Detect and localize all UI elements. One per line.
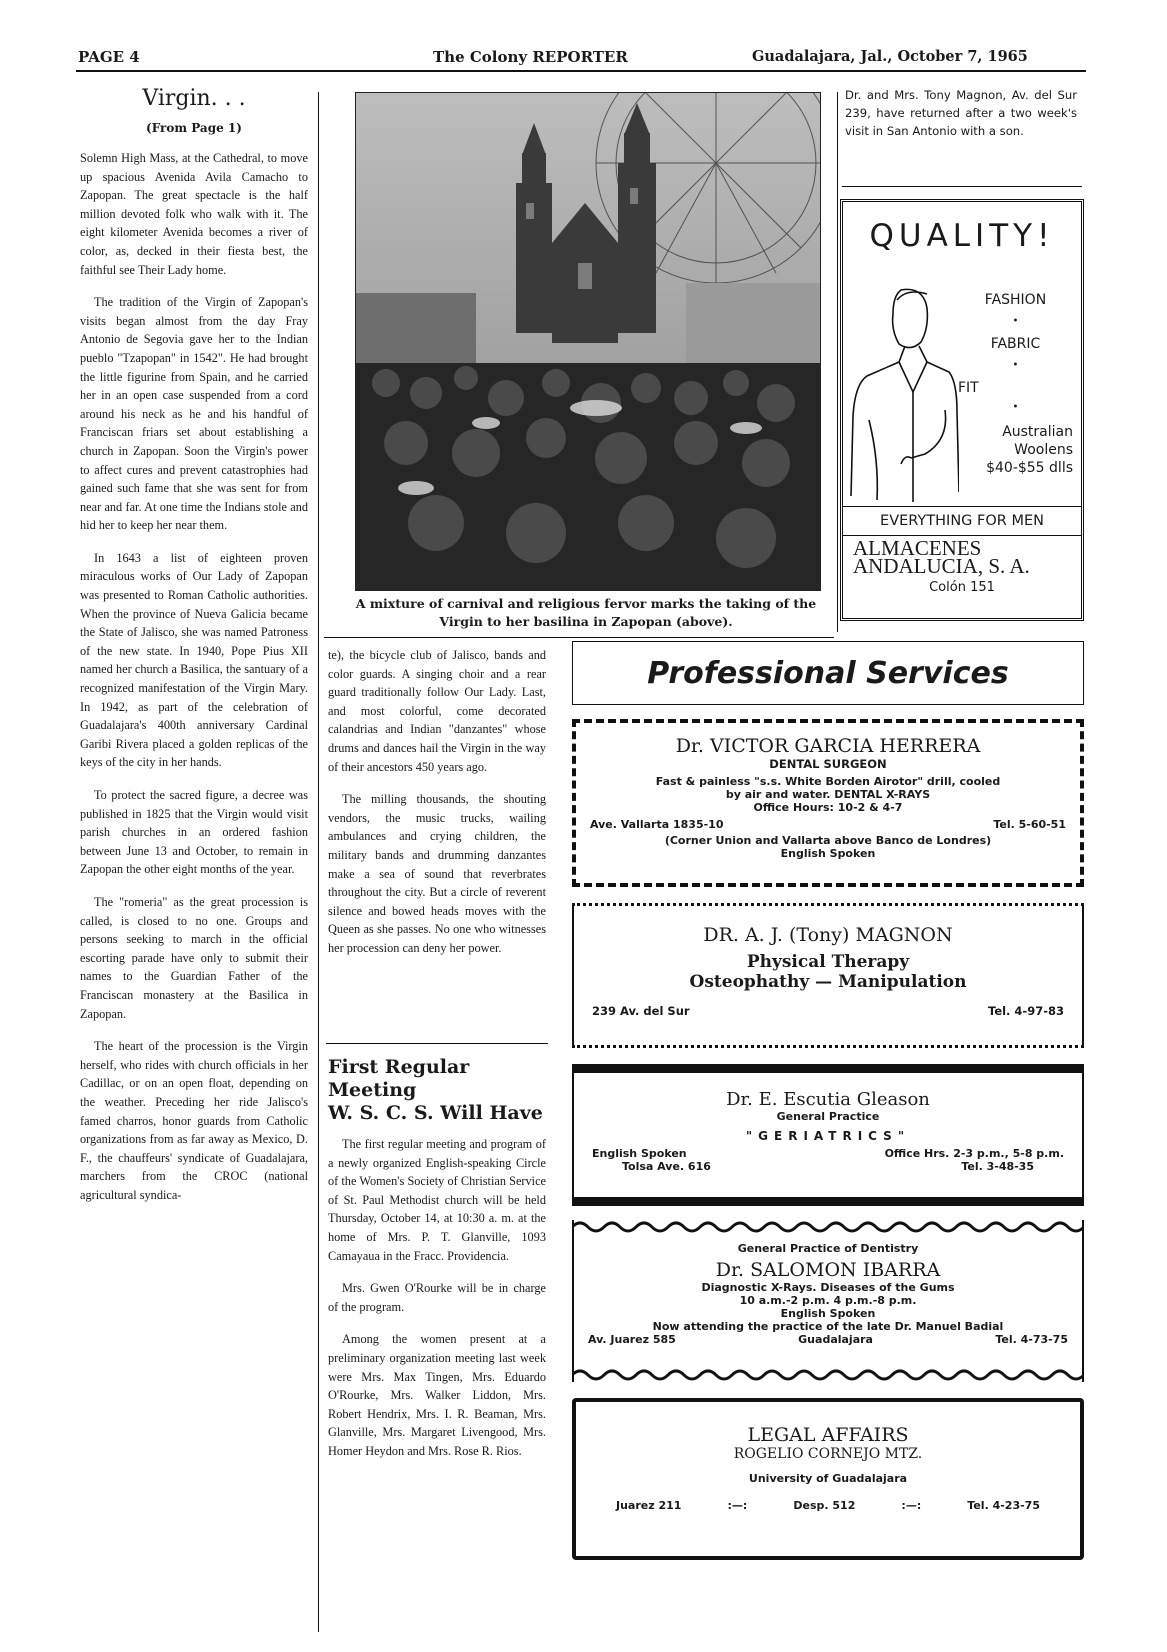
basilica-crowd-image bbox=[356, 93, 820, 590]
garcia-corner: (Corner Union and Vallarta above Banco de Londres) bbox=[664, 834, 992, 847]
legal-office: Desp. 512 bbox=[793, 1499, 856, 1512]
ibarra-address: Av. Juarez 585 bbox=[588, 1333, 676, 1346]
wscs-headline-line1: First Regular Meeting bbox=[328, 1056, 470, 1101]
page-number: PAGE 4 bbox=[78, 48, 140, 66]
garcia-name: Dr. VICTOR GARCIA HERRERA bbox=[675, 735, 981, 757]
magnon-address: 239 Av. del Sur bbox=[592, 1004, 690, 1018]
legal-separator: :—: bbox=[727, 1499, 748, 1512]
magnon-line1: Physical Therapy bbox=[746, 952, 910, 972]
legal-address: Juarez 211 bbox=[616, 1499, 682, 1512]
escutia-specialty: "GERIATRICS" bbox=[745, 1129, 911, 1143]
legal-tel: Tel. 4-23-75 bbox=[967, 1499, 1040, 1512]
article-from-page: (From Page 1) bbox=[146, 121, 242, 135]
professional-services-title: Professional Services bbox=[647, 655, 1009, 691]
escutia-row2 bbox=[592, 1160, 1064, 1173]
escutia-row1 bbox=[592, 1147, 1064, 1160]
social-note-text: Dr. and Mrs. Tony Magnon, Av. del Sur 239, have returned after a two week's visit in San Antonio with a son. bbox=[845, 88, 1077, 138]
virgin-article bbox=[80, 86, 308, 1218]
woolens-line2: Woolens bbox=[1014, 442, 1073, 458]
escutia-hours: Office Hrs. 2-3 p.m., 5-8 p.m. bbox=[884, 1147, 1064, 1160]
escutia-tel: Tel. 3-48-35 bbox=[961, 1160, 1034, 1173]
wscs-article bbox=[328, 1056, 546, 1475]
social-note bbox=[845, 86, 1077, 140]
garcia-line1: Fast & painless "s.s. White Borden Airotor" drill, cooled bbox=[655, 775, 1001, 788]
escutia-address: Tolsa Ave. 616 bbox=[622, 1160, 711, 1173]
article-paragraph: The tradition of the Virgin of Zapopan's visits began almost from the day Fray Antonio de Segovia gave her to the Indian pueblo "Tzapopan" in 1542". He had brought the little figurine from Spain, and he carried her in an open case suspended from a cord around his neck as he and his handful of Franciscan friars set about establishing a church in Zapopan. Soon the Virgin's power to affect cures and prevent catastrophies had gained such fame that she was sent for from near and far. At one time the Indians stole and hid her to keep her near them. bbox=[80, 295, 308, 533]
wscs-headline bbox=[328, 1056, 546, 1125]
article-paragraph: The milling thousands, the shouting vendors, the music trucks, wailing ambulances and crying children, the military bands and drumming danzantes make a sea of sound that reverbrates throughout the city. But a circle of reverent silence and bowed heads moves with the Queen as she passes. No one who witnesses her procession can deny her power. bbox=[328, 792, 546, 955]
article-paragraph: Among the women present at a preliminary organization meeting last week were Mrs. Max Tingen, Mrs. Eduardo O'Rourke, Mrs. Walker Liddon, Mrs. Robert Hendrix, Mrs. I. R. Beaman, Mrs. Glanville, Mrs. Margaret Livengood, Mrs. Homer Heydon and Mrs. Rose R. Rios. bbox=[328, 1332, 546, 1458]
bullet-icon: • bbox=[1012, 360, 1019, 371]
man-illustration bbox=[849, 280, 959, 520]
ibarra-english: English Spoken bbox=[780, 1307, 876, 1320]
garcia-address: Ave. Vallarta 1835-10 bbox=[590, 818, 724, 831]
magnon-tel: Tel. 4-97-83 bbox=[988, 1004, 1064, 1018]
quality-item-fashion: FASHION bbox=[984, 292, 1047, 308]
ad-magnon bbox=[572, 903, 1084, 1048]
garcia-line2: by air and water. DENTAL X-RAYS bbox=[725, 788, 931, 801]
legal-address-row bbox=[616, 1499, 1040, 1512]
ibarra-line1: Diagnostic X-Rays. Diseases of the Gums bbox=[701, 1281, 955, 1294]
ibarra-tel: Tel. 4-73-75 bbox=[995, 1333, 1068, 1346]
ibarra-line2: 10 a.m.-2 p.m. 4 p.m.-8 p.m. bbox=[739, 1294, 917, 1307]
quality-ad bbox=[840, 199, 1084, 621]
quality-item-fabric: FABRIC bbox=[990, 336, 1041, 352]
quality-title: QUALITY! bbox=[869, 218, 1055, 254]
garcia-address-row bbox=[590, 818, 1066, 831]
ad-ibarra bbox=[572, 1220, 1084, 1382]
article-paragraph: The "romeria" as the great procession is called, is closed to no one. Groups and persons seeking to march in the official escorting parade have only to submit their names to the Guardian Father of the Franciscan monastery at the Basilica in Zapopan. bbox=[80, 894, 308, 1021]
header-rule bbox=[76, 70, 1086, 72]
ibarra-line3: Now attending the practice of the late Dr. Manuel Badial bbox=[652, 1320, 1004, 1333]
column-divider-1 bbox=[318, 92, 319, 1632]
legal-university: University of Guadalajara bbox=[748, 1472, 908, 1485]
magnon-line2: Osteophathy — Manipulation bbox=[689, 972, 967, 992]
garcia-english: English Spoken bbox=[780, 847, 876, 860]
garcia-specialty: DENTAL SURGEON bbox=[769, 757, 887, 771]
woolens-price: $40-$55 dlls bbox=[986, 460, 1073, 476]
garcia-tel: Tel. 5-60-51 bbox=[993, 818, 1066, 831]
wscs-headline-line2: W. S. C. S. Will Have bbox=[328, 1102, 543, 1124]
wavy-border-top bbox=[572, 1220, 1084, 1234]
store-name-line1: ALMACENES bbox=[853, 536, 982, 560]
article-paragraph: te), the bicycle club of Jalisco, bands and color guards. A singing choir and a rear guard traditionally follow Our Lady. Last, and most colorful, come decorated calandrias and Indian "danzantes" whose drums and dances hail the Virgin in the way of their ancestors 450 years ago. bbox=[328, 648, 546, 774]
article-paragraph: Mrs. Gwen O'Rourke will be in charge of the program. bbox=[328, 1281, 546, 1314]
newspaper-name: The Colony REPORTER bbox=[433, 48, 628, 66]
woolens-line1: Australian bbox=[1002, 424, 1073, 440]
article-title: Virgin. . . bbox=[142, 86, 246, 111]
ad-legal-affairs bbox=[572, 1398, 1084, 1560]
legal-separator: :—: bbox=[901, 1499, 922, 1512]
ibarra-city: Guadalajara bbox=[798, 1333, 873, 1346]
ibarra-name: Dr. SALOMON IBARRA bbox=[715, 1259, 941, 1281]
magnon-name: DR. A. J. (Tony) MAGNON bbox=[703, 924, 953, 946]
bullet-icon: • bbox=[1012, 316, 1019, 327]
quality-item-fit: FIT bbox=[958, 380, 979, 396]
article-paragraph: The heart of the procession is the Virgin herself, who rides with church officials in her Cadillac, or on an open float, depending on the weather. Preceding her ride Jalisco's famed charros, honor guards from Catholic organizations from as far away as Mexico, D. F., the chauffeurs' syndicate of Guadalajara, marchers from the CROC (national agricultural syndica- bbox=[80, 1039, 308, 1202]
legal-title: LEGAL AFFAIRS bbox=[747, 1424, 909, 1446]
basilica-photo bbox=[355, 92, 821, 591]
professional-services-banner bbox=[572, 641, 1084, 705]
column-divider-2 bbox=[837, 92, 838, 632]
escutia-name: Dr. E. Escutia Gleason bbox=[726, 1089, 930, 1110]
virgin-article-continued bbox=[328, 646, 546, 972]
photo-caption: A mixture of carnival and religious fervor marks the taking of the Virgin to her basilina in Zapopan (above). bbox=[355, 596, 817, 629]
ibarra-header: General Practice of Dentistry bbox=[737, 1242, 919, 1255]
garcia-hours: Office Hours: 10-2 & 4-7 bbox=[753, 801, 903, 814]
store-name-line2: ANDALUCIA, S. A. bbox=[853, 554, 1030, 578]
ad-garcia-herrera bbox=[572, 719, 1084, 887]
social-note-rule bbox=[842, 186, 1082, 187]
magnon-address-row bbox=[592, 1004, 1064, 1018]
article-separator bbox=[326, 1043, 548, 1044]
wavy-border-bottom bbox=[572, 1368, 1084, 1382]
article-paragraph: To protect the sacred figure, a decree was published in 1825 that the Virgin would visit parish churches in an ordered fashion between June 13 and October, to remain in Zapopan the other eight months of the year. bbox=[80, 788, 308, 877]
escutia-english: English Spoken bbox=[592, 1147, 687, 1160]
ibarra-address-row bbox=[588, 1333, 1068, 1346]
ad-escutia bbox=[572, 1064, 1084, 1206]
article-paragraph: Solemn High Mass, at the Cathedral, to move up spacious Avenida Avila Camacho to Zapopan. The great spectacle is the half million devoted folk who walk with it. The eight kilometer Avenida becomes a river of color, as, decked in their fiesta best, the faithful see Their Lady home. bbox=[80, 151, 308, 277]
article-paragraph: In 1643 a list of eighteen proven miraculous works of Our Lady of Zapopan was presented to Roman Catholic authorities. When the province of Nueva Galicia became the State of Jalisco, she was named Patroness of the new state. In 1940, Pope Pius XII named her church a Basilica, the santuary of a recognized manifestation of the Virgin Mary. In 1942, as part of the celebration of Guadalajara's 400th anniversary Cardinal Garibi Rivera placed a golden replicas of the keys of the city in her hands. bbox=[80, 550, 308, 770]
legal-name: ROGELIO CORNEJO MTZ. bbox=[733, 1446, 923, 1462]
store-address: Colón 151 bbox=[929, 580, 995, 595]
article-paragraph: The first regular meeting and program of a newly organized English-speaking Circle of the Women's Society of Christian Service of St. Paul Methodist church will be held Thursday, October 14, at 10:30 a. m. at the home of Mrs. P. T. Glanville, 1093 Camayaua in the Fracc. Providencia. bbox=[328, 1137, 546, 1263]
dateline: Guadalajara, Jal., October 7, 1965 bbox=[752, 48, 1028, 65]
bullet-icon: • bbox=[1012, 402, 1019, 413]
escutia-practice: General Practice bbox=[776, 1110, 880, 1123]
caption-rule bbox=[324, 637, 834, 638]
everything-for-men: EVERYTHING FOR MEN bbox=[843, 506, 1081, 536]
